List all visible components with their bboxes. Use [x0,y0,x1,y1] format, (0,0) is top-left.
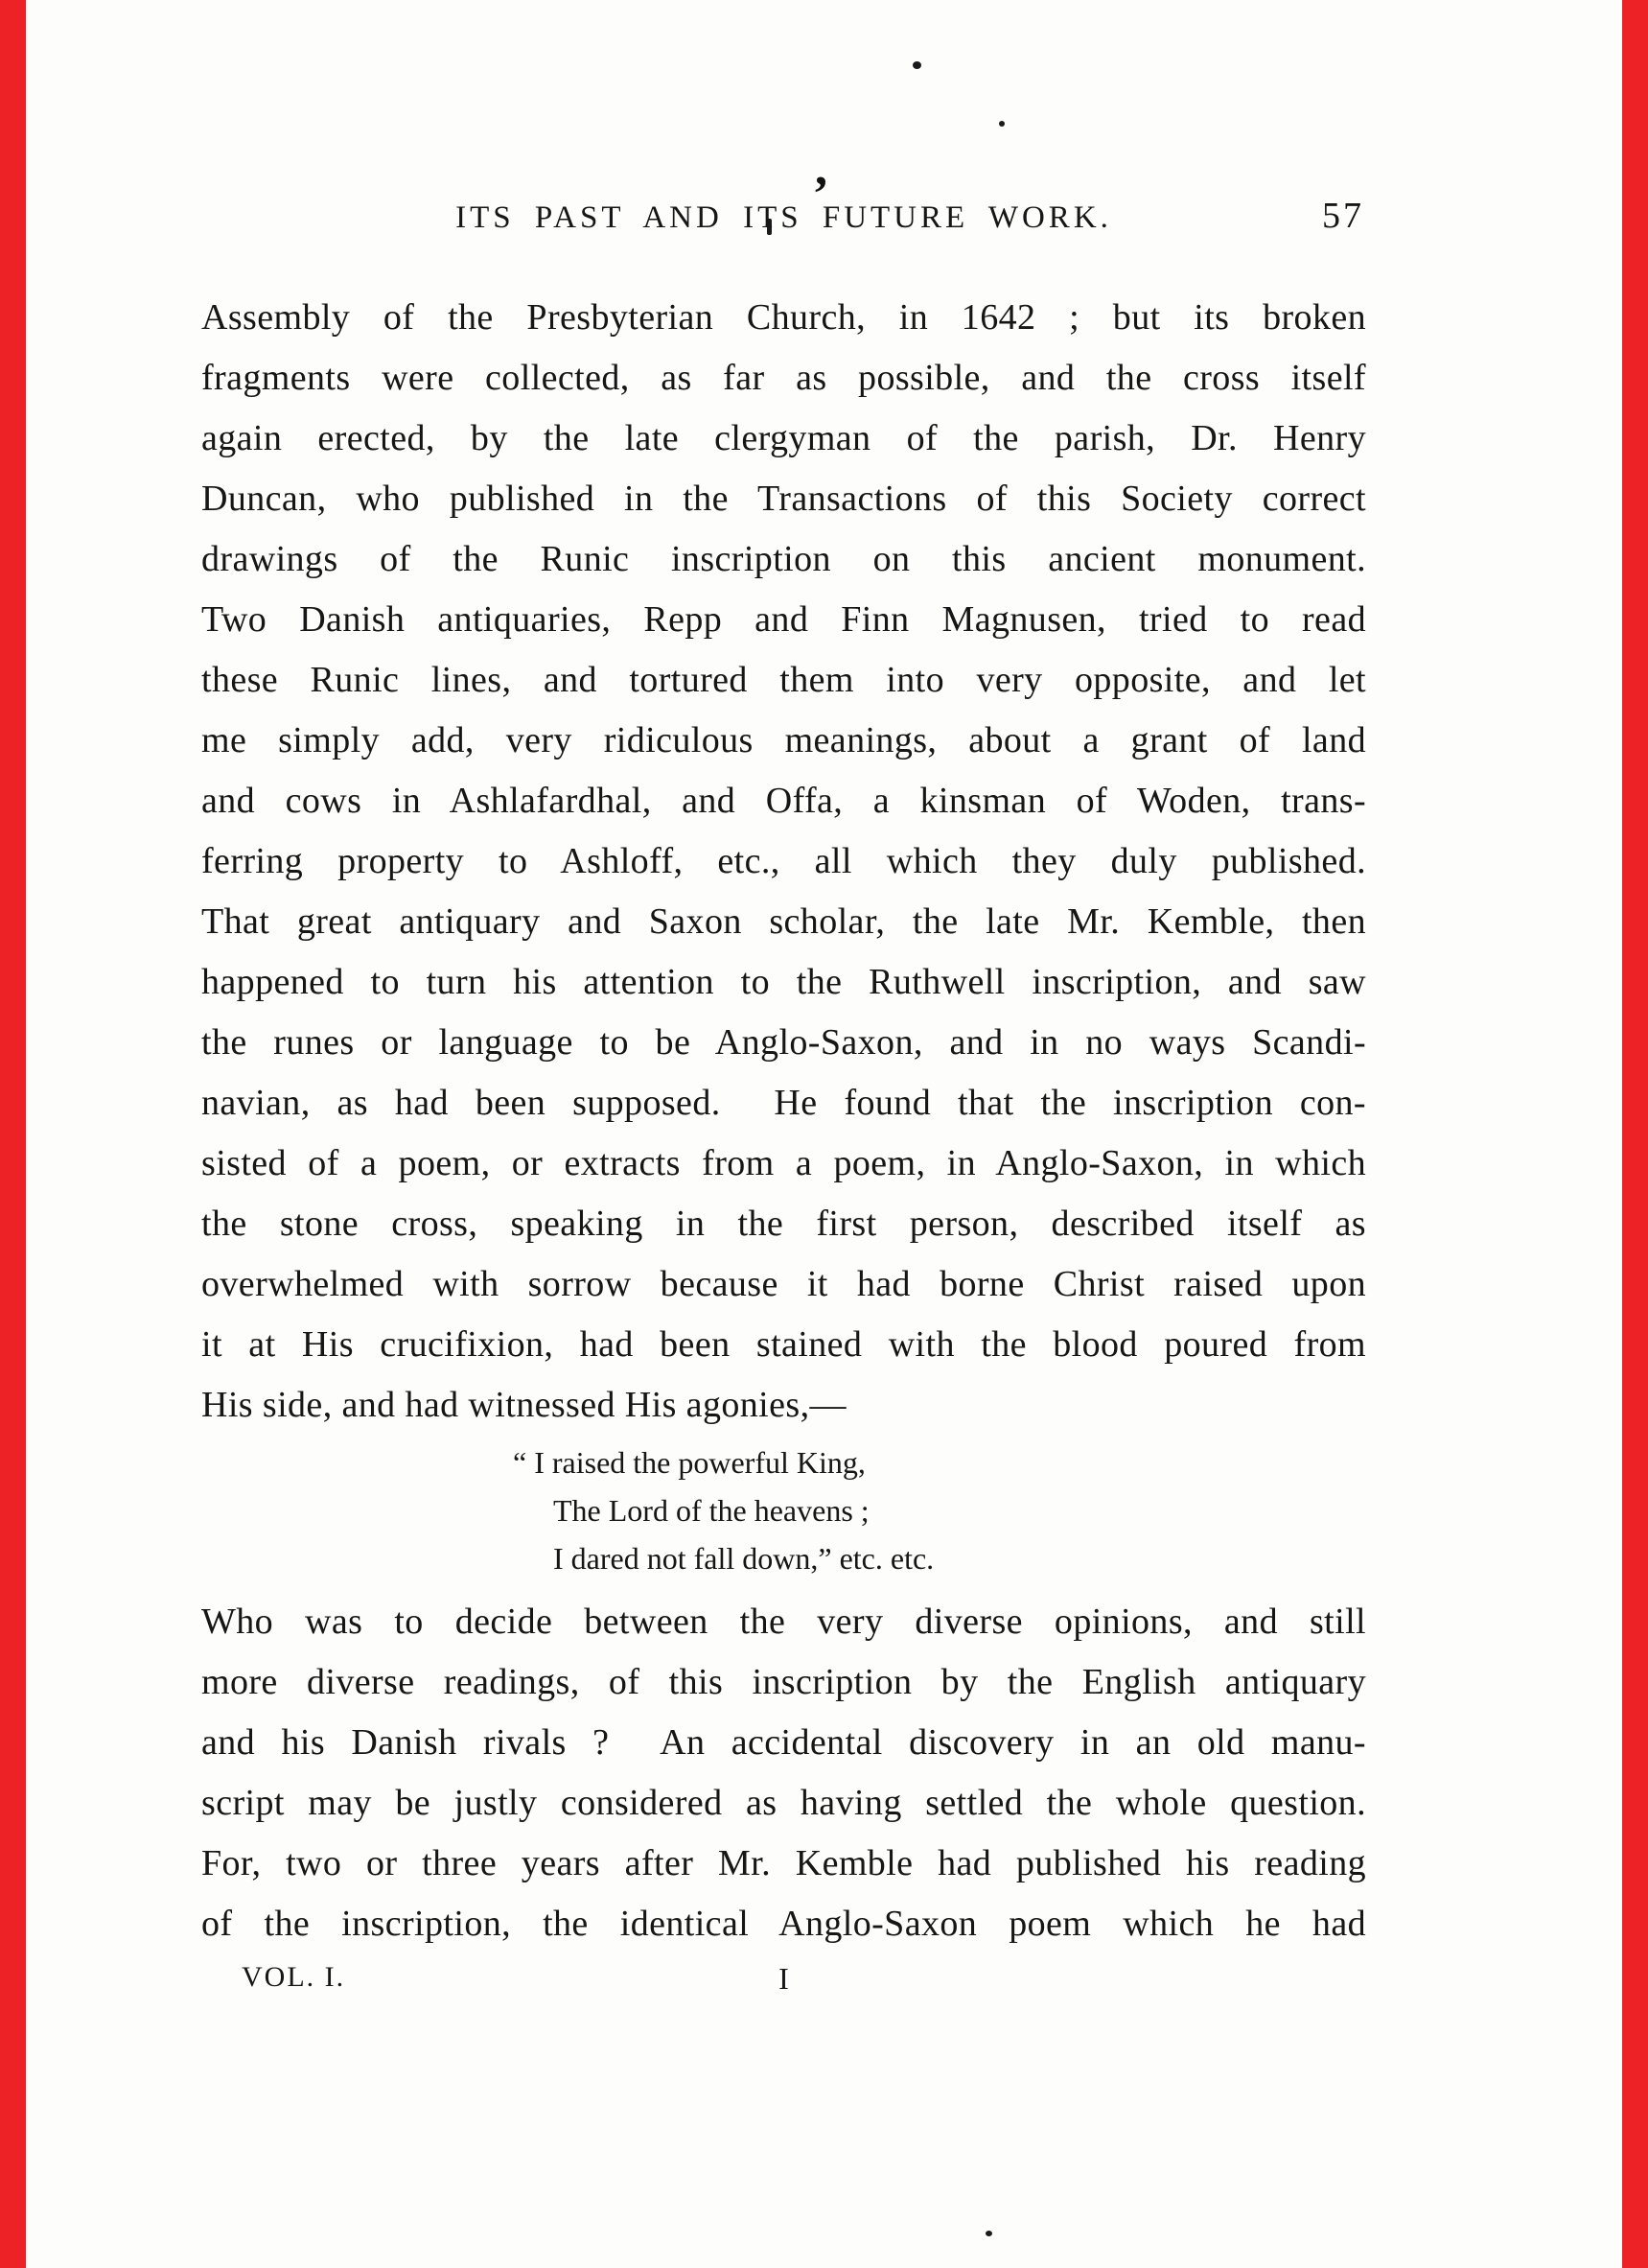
text-line: Assembly of the Presbyterian Church, in 1642 ; but its broken [201,297,1366,338]
text-line: these Runic lines, and tortured them into very opposite, and let [201,660,1366,700]
text-line: and cows in Ashlafardhal, and Offa, a kinsman of Woden, trans- [201,781,1366,821]
text-line: “ I raised the powerful King, [513,1445,866,1480]
running-header [201,197,1366,243]
signature-mark: I [778,1961,789,1996]
body-paragraph-2 [201,1592,1366,1954]
text-line: The Lord of the heavens ; [553,1493,870,1528]
body-paragraph-1 [201,288,1366,1436]
verse-quotation [513,1438,934,1582]
text-line: script may be justly considered as having settled the whole question. [201,1783,1366,1823]
text-line: ferring property to Ashloff, etc., all which they duly published. [201,841,1366,881]
page-footer [201,1961,1366,2009]
text-line: me simply add, very ridiculous meanings, about a grant of land [201,720,1366,760]
text-line: sisted of a poem, or extracts from a poem, in Anglo-Saxon, in which [201,1143,1366,1183]
text-line: more diverse readings, of this inscription by the English antiquary [201,1662,1366,1702]
text-line: For, two or three years after Mr. Kemble had published his reading [201,1843,1366,1883]
text-line: again erected, by the late clergyman of the parish, Dr. Henry [201,418,1366,458]
text-line: and his Danish rivals ? An accidental discovery in an old manu- [201,1722,1366,1763]
text-line: I dared not fall down,” etc. etc. [553,1541,935,1576]
scan-edge-right [1622,0,1648,2268]
text-line: happened to turn his attention to the Ruthwell inscription, and saw [201,962,1366,1002]
text-column [201,0,1366,2268]
text-line: the runes or language to be Anglo-Saxon, and in no ways Scandi- [201,1022,1366,1063]
text-line: fragments were collected, as far as possible, and the cross itself [201,358,1366,398]
volume-label: VOL. I. [242,1961,346,1993]
text-line: That great antiquary and Saxon scholar, the late Mr. Kemble, then [201,901,1366,942]
text-line: of the inscription, the identical Anglo-Saxon poem which he had [201,1904,1366,1944]
page-number: 57 [1322,196,1364,236]
text-line: Duncan, who published in the Transactions of this Society correct [201,479,1366,519]
text-line: His side, and had witnessed His agonies,— [201,1385,847,1425]
text-line: overwhelmed with sorrow because it had borne Christ raised upon [201,1264,1366,1304]
text-line: Who was to decide between the very diverse opinions, and still [201,1602,1366,1642]
text-line: drawings of the Runic inscription on this ancient monument. [201,539,1366,579]
printing-fleck: , [815,141,827,196]
text-line: Two Danish antiquaries, Repp and Finn Magnusen, tried to read [201,599,1366,640]
header-title: ITS PAST AND ITS FUTURE WORK. [455,200,1112,235]
text-line: the stone cross, speaking in the first person, described itself as [201,1204,1366,1244]
text-line: it at His crucifixion, had been stained with the blood poured from [201,1324,1366,1365]
scan-edge-left [0,0,26,2268]
text-line: navian, as had been supposed. He found that the inscription con- [201,1083,1366,1123]
